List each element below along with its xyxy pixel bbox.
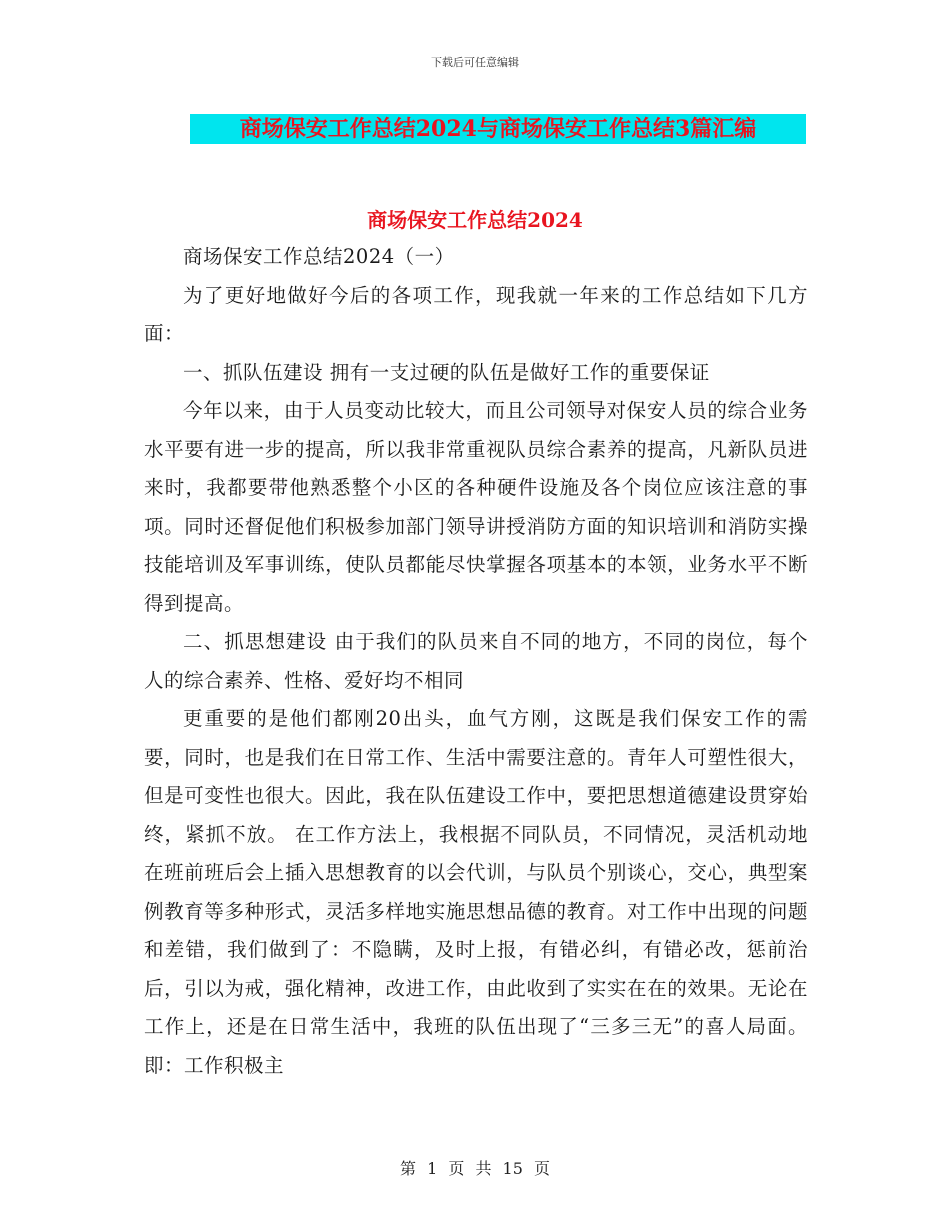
paragraph: 更重要的是他们都刚20出头，血气方刚，这既是我们保安工作的需要，同时，也是我们在日常工作、生活中需要注意的。青年人可塑性很大，但是可变性也很大。因此，我在队伍建设工作中，要把思想道德建设贯穿始终，紧抓不放。 在工作方法上，我根据不同队员，不同情况，灵活机动地在班前班后会上插入思想教育的以会代训，与队员个别谈心，交心，典型案例教育等多种形式，灵活多样地实施思想品德的教育。对工作中出现的问题和差错，我们做到了：不隐瞒，及时上报，有错必纠，有错必改，惩前治后，引以为戒，强化精神，改进工作，由此收到了实实在在的效果。无论在工作上，还是在日常生活中，我班的队伍出现了“三多三无”的喜人局面。即：工作积极主 <box>144 707 808 1077</box>
paragraph: 今年以来，由于人员变动比较大，而且公司领导对保安人员的综合业务水平要有进一步的提高，所以我非常重视队员综合素养的提高，凡新队员进来时，我都要带他熟悉整个小区的各种硬件设施及各个岗位应该注意的事项。同时还督促他们积极参加部门领导讲授消防方面的知识培训和消防实操技能培训及军事训练，使队员都能尽快掌握各项基本的本领，业务水平不断得到提高。 <box>144 399 808 615</box>
document-title: 商场保安工作总结2024与商场保安工作总结3篇汇编 <box>190 114 806 144</box>
document-body <box>144 220 808 1085</box>
paragraph: 为了更好地做好今后的各项工作，现我就一年来的工作总结如下几方面： <box>144 283 808 345</box>
paragraph: 二、抓思想建设 由于我们的队员来自不同的地方，不同的岗位，每个人的综合素养、性格、爱好均不相同 <box>144 630 808 692</box>
page-number-footer: 第 1 页 共 15 页 <box>400 1159 550 1178</box>
paragraph: 商场保安工作总结2024（一） <box>183 245 455 268</box>
paragraph: 一、抓队伍建设 拥有一支过硬的队伍是做好工作的重要保证 <box>183 360 710 384</box>
section-title: 商场保安工作总结2024 <box>367 208 583 232</box>
page-header-note: 下载后可任意编辑 <box>431 56 519 69</box>
